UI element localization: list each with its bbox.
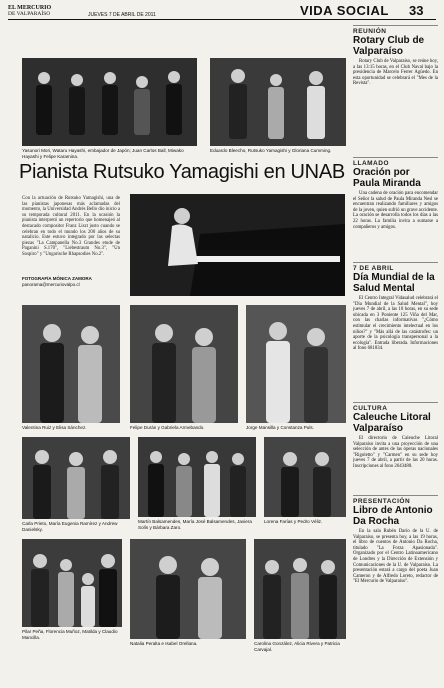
photo-p5 [130,305,238,423]
dateline: JUEVES 7 DE ABRIL DE 2011 [88,12,156,18]
brief-text: Rotary Club de Valparaíso, se reúne hoy, a las 13:15 horas, en el Club Naval bajo la presidencia de Marcelo Ferrer Agüedo. En esta oportunidad se celebrará el "Mes de la Revista". [353,59,438,87]
brief-title: Rotary Club de Valparaíso [353,35,425,57]
brief-kicker: PRESENTACIÓN [353,495,438,505]
header-rule [8,19,436,20]
photo-p4 [22,305,120,423]
brief-kicker: CULTURA [353,402,438,412]
photo-p7 [22,437,130,519]
brief-kicker: 7 DE ABRIL [353,262,438,272]
brief-text: En la sala Rubén Darío de la U. de Valparaíso, se presenta hoy, a las 19 horas, el libro de cuentos de Antonio Da Rocha, titulado "La Forza Apasionada". Organizado por el Centro Latinoamericano de Londres y la Dirección de Extensión y Comunicaciones de la U. de Valparaíso. La presentación estará a cargo del poeta Juan Cameron y de Alfredo Loreto, redactor de "El Mercurio de Valparaíso". [353,529,438,585]
caption-p4: Valentina Ruiz y Elisa Sánchez. [22,425,87,430]
caption-p10: Pilar Peña, Florencia Muñoz, Matilda y Claudio Mancilla. [22,629,118,640]
photo-p9 [264,437,346,517]
main-headline: Pianista Rutsuko Yamagishi en UNAB [19,161,345,183]
masthead [8,5,51,17]
masthead-line1: EL MERCURIO [8,5,52,11]
masthead-line2: DE VALPARAÍSO [8,11,51,17]
brief-text: Una cadena de oración para encomendar el Señor la salud de Paula Miranda Nesl se encuentran realizando familiares y amigos de la joven, quien sufrió un grave accidente. La oración se desarrolla todos los días a las 22 horas. La familia invita a sumarse a compañeros y amigos. [353,191,438,230]
brief-cultura [353,402,438,495]
caption-p2: Eduardo Bleecho, Rutsuko Yamagishi y Gloriana Cumming. [210,148,332,153]
brief-title: Libro de Antonio Da Rocha [353,505,433,527]
photo-pianist-group [210,58,346,146]
credit-email: panorama@mercuriovalpo.cl [22,282,80,287]
brief-salud-mental [353,262,438,402]
photo-group-embassy [22,58,197,146]
photo-pianist-piano [130,194,345,296]
photo-p8 [138,437,256,517]
caption-p7: Carla Prieto, María Eugenia Ramírez y Andrew Danielsky. [22,521,118,532]
caption-p9: Lorena Farías y Pedro Véliz. [264,519,323,524]
briefs-column [353,25,438,685]
brief-kicker: REUNIÓN [353,25,438,35]
brief-reunion [353,25,438,157]
caption-p8: Martín Balsamendes, María José Balsamendes, Javiera Solís y Bárbara Zaro. [138,519,252,530]
brief-text: El Centro Integral Vidasalud celebrará el "Día Mundial de la Salud Mental", hoy jueves 7 de abril, a las 10 horas, en su sede ubicada en 3 Poniente 125 Viña del Mar, con las charlas informativas "¿Cómo estimular el crecimiento intelectual en los niños?" y "Más allá de las catástrofes: un aporte de la psicología transpersonal a la ecología". Entrada liberada. Informaciones al fono 681834. [353,296,438,352]
photo-credit: FOTOGRAFÍA MÓNICA ZAMORA [22,276,92,281]
brief-title: Día Mundial de la Salud Mental [353,272,435,294]
main-body: Con la actuación de Rutsuko Yamagishi, una de las pianistas japonesas más aclamadas del momento, la Universidad Andrés Bello dio inicio a su temporada cultural 2011. En la ocasión la pianista interpretó un repertorio que homenajeó al destacado compositor Franz Liszt justo cuando se celebran en todo el mundo los 200 años de su natalicio. Este estuvo integrado por las selectas piezas "La Campanella No.3 Grandes etude de Paganini S.170", "Liebestraum No.3", "Un Sospiro" y "Ungarische Rhapsodies No.2". [22,196,120,257]
section-title: VIDA SOCIAL [300,3,389,18]
photo-p11 [130,539,246,639]
page-number: 33 [409,3,424,18]
photo-p12 [254,539,346,639]
brief-llamado [353,157,438,262]
brief-text: El directorio de Caleuche Litoral Valparaíso invita a una proyección de una selección de antes de las óperas nacionales "Rigoletto" y "Carmen" en su sede hoy jueves 7 de abril, a partir de las 20 horas. Inscripciones al fono 2643488. [353,436,438,469]
caption-p6: Jorge Mansilla y Constanza Puls. [246,425,314,430]
photo-p6 [246,305,346,423]
brief-presentacion [353,495,438,685]
caption-p11: Natalia Peralta e Isabel Orellana. [130,641,198,646]
brief-title: Oración por Paula Miranda [353,167,421,189]
caption-p1: Yasunori Mori, Wataru Hayashi, embajador de Japón; Juan Carlos Ball, Miwako Hayashi y Felipe Karamina. [22,148,184,159]
caption-p5: Felipe Durán y Gabriela Armebando. [130,425,205,430]
brief-kicker: LLAMADO [353,157,438,167]
photo-p10 [22,539,122,627]
caption-p12: Carolina González, Alicia Rivera y Patricia Carvajal. [254,641,340,652]
brief-title: Caleuche Litoral Valparaíso [353,412,431,434]
